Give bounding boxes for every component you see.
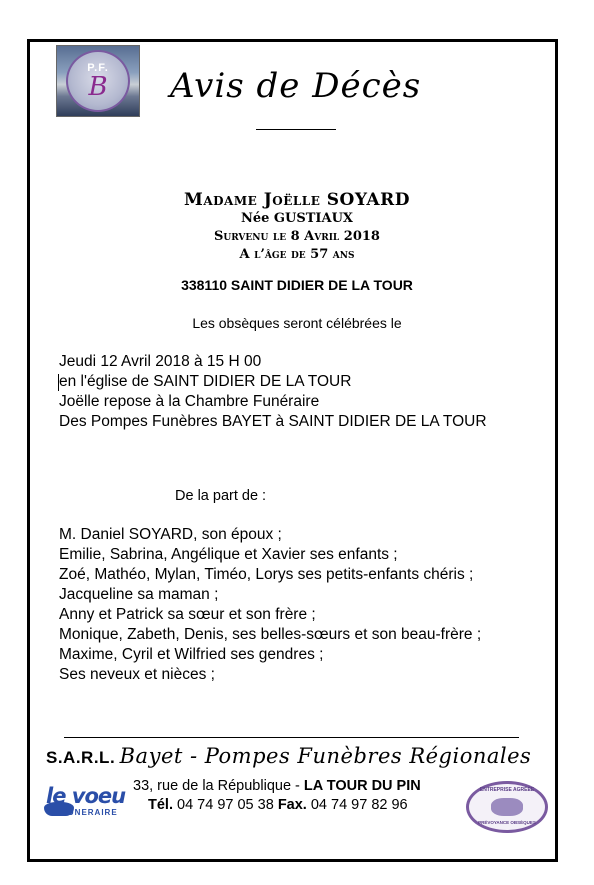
fax-number: 04 74 97 82 96 [306,797,408,813]
text-cursor [58,374,59,391]
family-line: M. Daniel SOYARD, son époux ; [59,526,282,543]
le-voeu-logo-sub: FUNERAIRE [62,808,118,817]
maiden-name: Née GUSTIAUX [240,211,354,226]
age-at-death: A l’âge de 57 ans [239,247,355,262]
family-line: Ses neveux et nièces ; [59,666,215,683]
family-line: Anny et Patrick sa sœur et son frère ; [59,606,316,623]
tel-number: 04 74 97 05 38 [172,797,278,813]
notice-border [27,39,558,862]
family-list [59,525,481,685]
address-street: 33, rue de la République - [133,778,304,794]
family-line: Monique, Zabeth, Denis, ses belles-sœurs et son beau-frère ; [59,626,482,643]
company-legal-form: S.A.R.L. [46,748,116,767]
ceremony-details [59,352,487,432]
title-divider [256,129,336,130]
le-voeu-logo-word: le voeu [46,784,126,808]
address-town: LA TOUR DU PIN [303,778,421,794]
family-intro: De la part de : [175,488,267,504]
deceased-city: 338110 SAINT DIDIER DE LA TOUR [181,277,413,293]
family-line: Maxime, Cyril et Wilfried ses gendres ; [59,646,324,663]
ceremony-line: Des Pompes Funèbres BAYET à SAINT DIDIER DE LA TOUR [59,413,487,430]
company-title: Bayet - Pompes Funèbres Régionales [119,744,532,768]
ceremony-line: Joëlle repose à la Chambre Funéraire [59,393,320,410]
logo-pf-text: P.F. [87,62,109,74]
entreprise-agreee-logo [466,781,548,833]
le-voeu-logo [44,784,128,822]
deceased-name: Madame Joëlle SOYARD [184,190,410,210]
logo-b-text: B [88,72,108,102]
company-address [133,778,421,794]
pfb-logo [56,45,140,117]
family-line: Jacqueline sa maman ; [59,586,219,603]
seal-emblem-icon [491,798,523,816]
seal-top-text: ENTREPRISE AGRÉÉE [479,787,535,793]
ceremony-line: en l'église de SAINT DIDIER DE LA TOUR [59,373,352,390]
seal-bottom-text: PRÉVOYANCE OBSÈQUES [478,820,536,825]
fax-label: Fax. [277,797,307,813]
company-contact [148,797,408,813]
notice-title: Avis de Décès [170,66,422,106]
death-date: Survenu le 8 Avril 2018 [214,229,380,244]
tel-label: Tél. [148,797,173,813]
footer-divider [64,737,519,738]
ceremony-line: Jeudi 12 Avril 2018 à 15 H 00 [59,353,262,370]
company-name [46,744,531,768]
family-line: Zoé, Mathéo, Mylan, Timéo, Lorys ses petits-enfants chéris ; [59,566,474,583]
ceremony-intro: Les obsèques seront célébrées le [192,315,402,331]
family-line: Emilie, Sabrina, Angélique et Xavier ses enfants ; [59,546,398,563]
